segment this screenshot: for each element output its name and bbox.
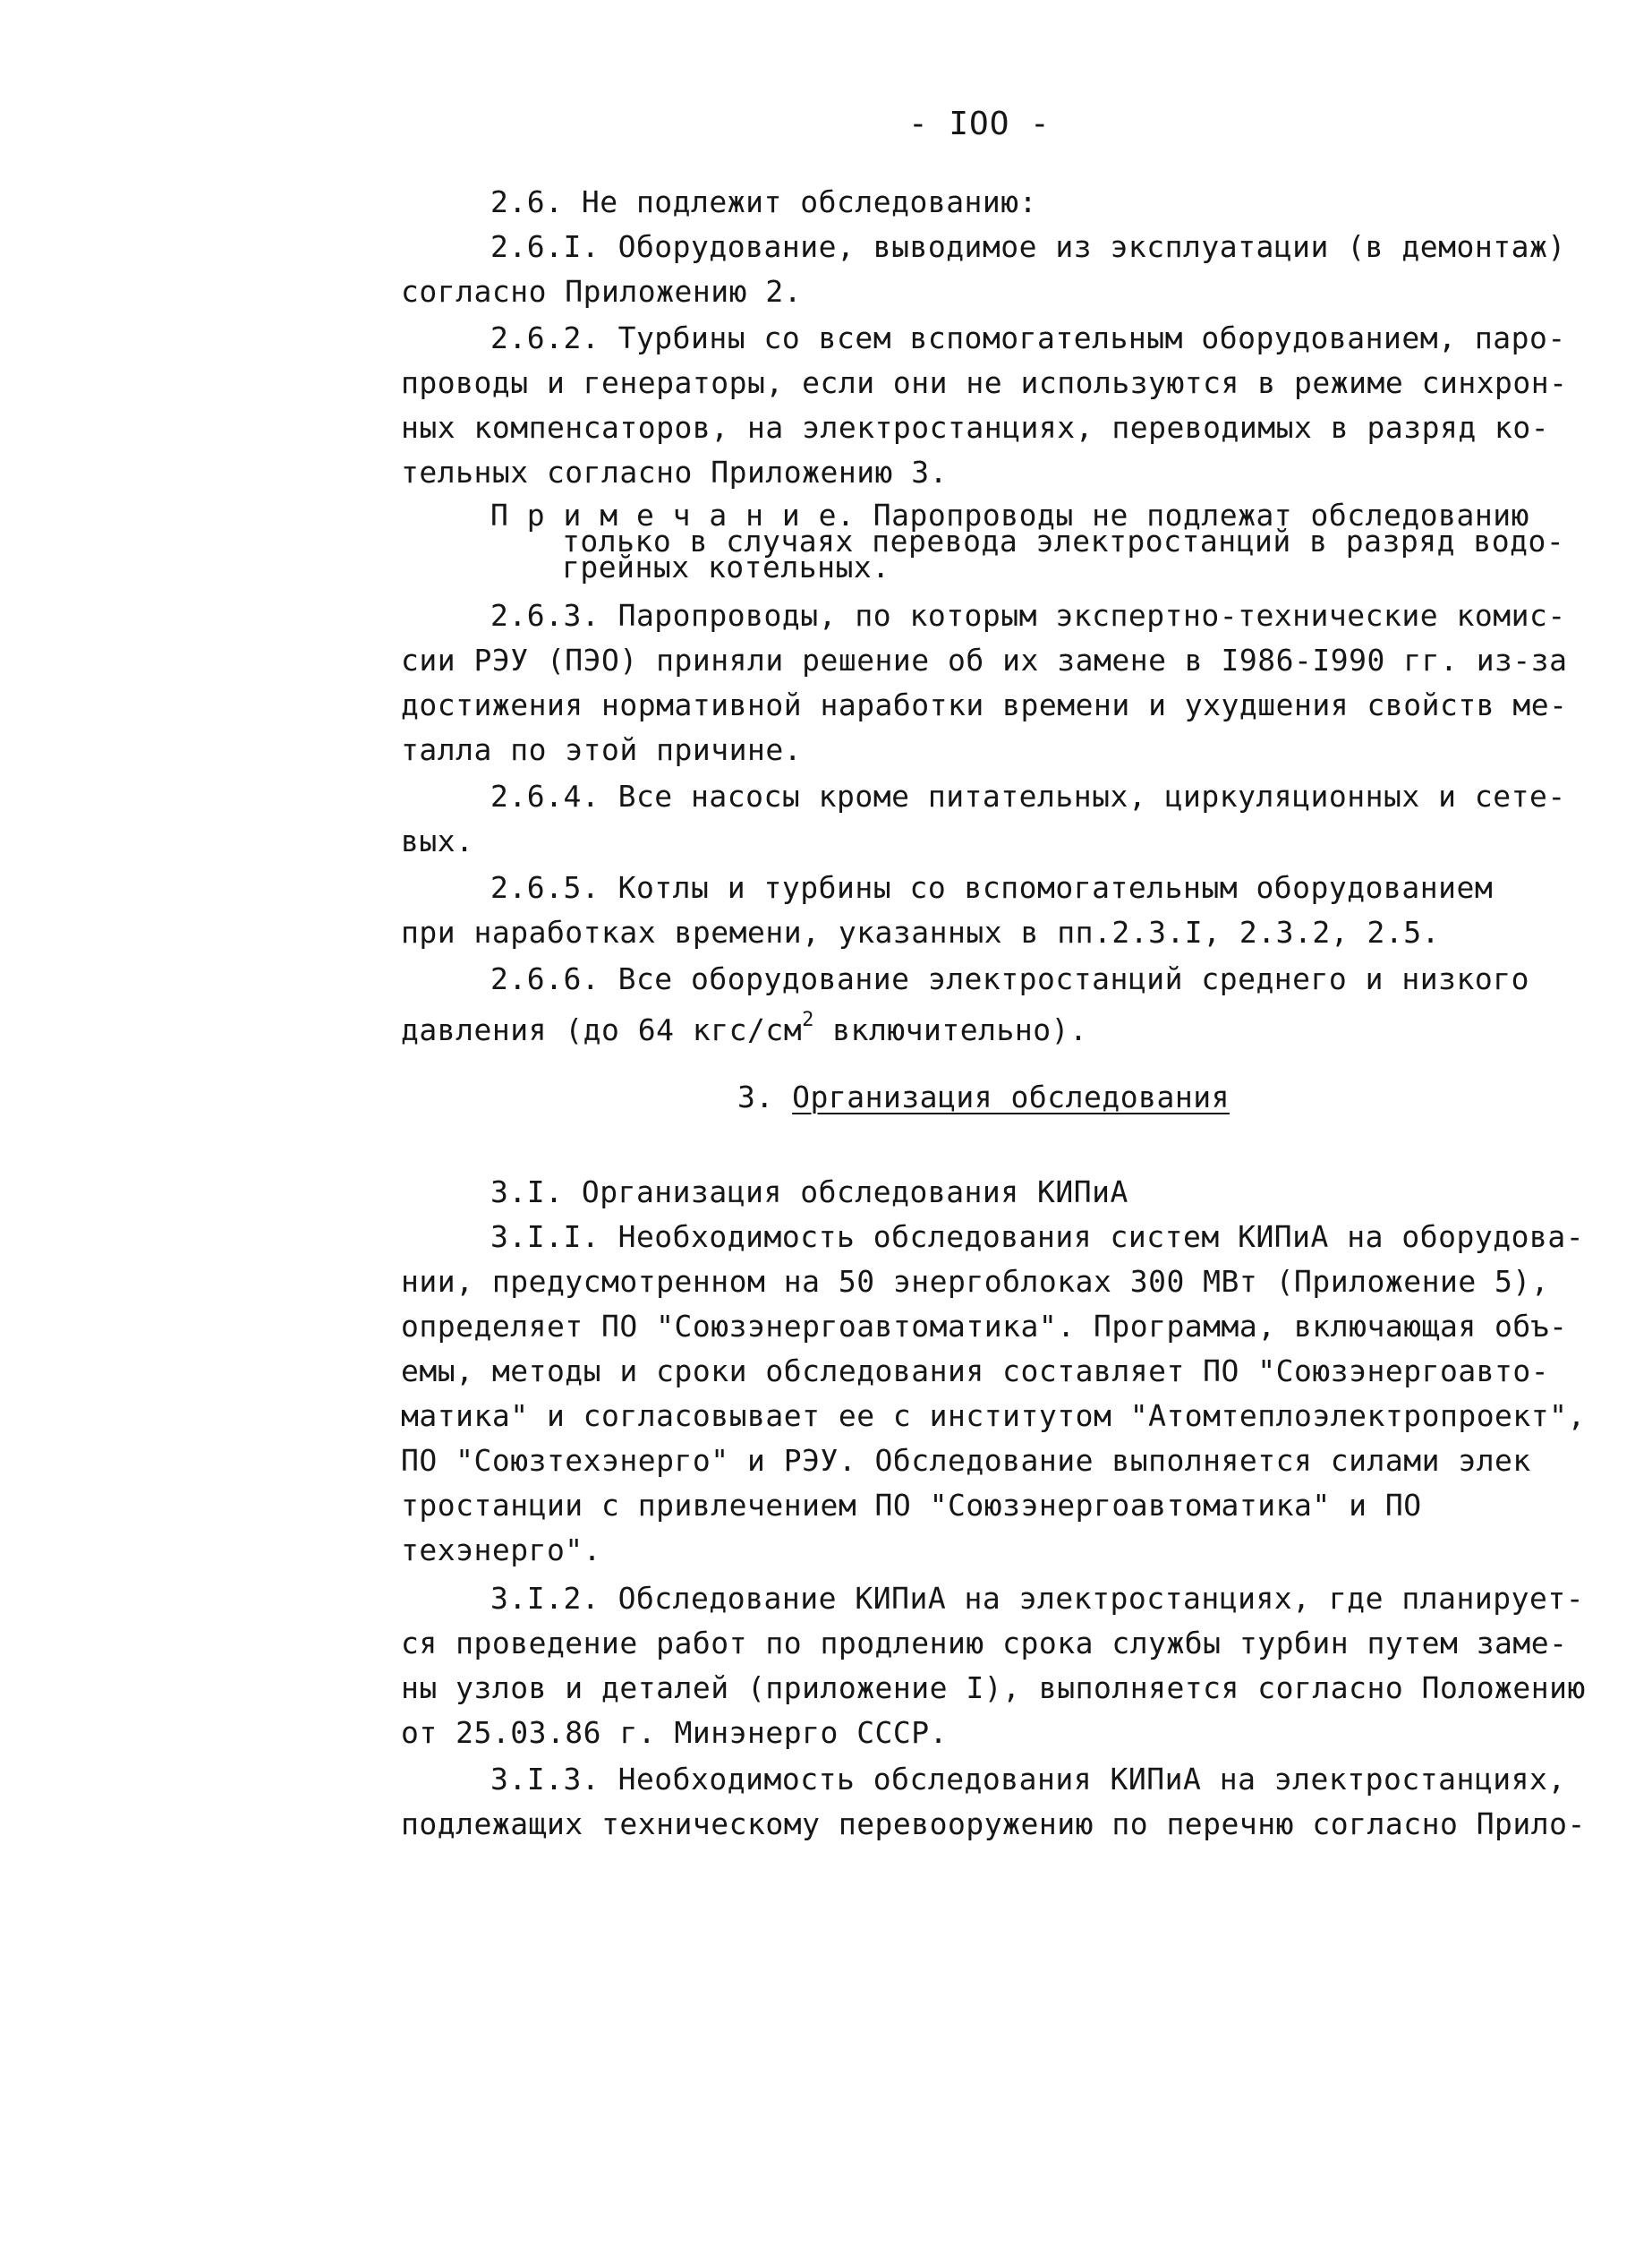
item-3-1-2-line4: от 25.03.86 г. Минэнерго СССР. <box>401 1715 949 1750</box>
item-2-6-3-line2: сии РЭУ (ПЭО) приняли решение об их замене в I986-I990 гг. из-за <box>401 643 1568 678</box>
section-3-number: 3. <box>737 1080 793 1114</box>
item-2-6-6-text-before: давления (до 64 кгс/см <box>401 1012 803 1047</box>
item-3-1-1-line4: емы, методы и сроки обследования составляет ПО "Союзэнергоавто- <box>401 1353 1550 1388</box>
item-2-6-4-line2: вых. <box>401 824 474 858</box>
note-line2: только в случаях перевода электростанций в разряд водо- <box>562 524 1565 559</box>
item-3-1-2-line2: ся проведение работ по продлению срока службы турбин путем заме- <box>401 1626 1568 1660</box>
item-3-1-2-line3: ны узлов и деталей (приложение I), выполняется согласно Положению <box>401 1670 1586 1705</box>
section-2-6-heading: 2.6. Не подлежит обследованию: <box>490 184 1038 219</box>
item-3-1-1-line6: ПО "Союзтехэнерго" и РЭУ. Обследование выполняется силами элек <box>401 1443 1531 1478</box>
item-3-1-1-line1: 3.I.I. Необходимость обследования систем КИПиА на оборудова- <box>490 1219 1585 1254</box>
page-number: - IOO - <box>908 106 1051 142</box>
item-2-6-6-line1: 2.6.6. Все оборудование электростанций среднего и низкого <box>490 961 1529 996</box>
item-3-1-1-line2: нии, предусмотренном на 50 энергоблоках 300 МВт (Приложение 5), <box>401 1264 1550 1299</box>
item-3-1-3-line2: подлежащих техническому перевооружению по перечню согласно Прило- <box>401 1806 1586 1841</box>
item-2-6-6-text-after: включительно). <box>813 1012 1088 1047</box>
item-2-6-2-line4: тельных согласно Приложению 3. <box>401 455 949 490</box>
superscript-2: 2 <box>802 1009 814 1031</box>
item-2-6-5-line2: при наработках времени, указанных в пп.2.3.I, 2.3.2, 2.5. <box>401 915 1440 950</box>
item-2-6-2-line1: 2.6.2. Турбины со всем вспомогательным оборудованием, паро- <box>490 320 1566 355</box>
note-line3: грейных котельных. <box>562 550 890 585</box>
item-2-6-2-line2: проводы и генераторы, если они не используются в режиме синхрон- <box>401 365 1568 400</box>
item-3-1-1-line5: матика" и согласовывает ее с институтом "Атомтеплоэлектропроект", <box>401 1398 1586 1433</box>
item-2-6-5-line1: 2.6.5. Котлы и турбины со вспомогательным оборудованием <box>490 870 1494 905</box>
item-2-6-4-line1: 2.6.4. Все насосы кроме питательных, циркуляционных и сете- <box>490 779 1566 814</box>
item-2-6-3-line1: 2.6.3. Паропроводы, по которым экспертно-технические комис- <box>490 598 1566 633</box>
item-2-6-2-line3: ных компенсаторов, на электростанциях, переводимых в разряд ко- <box>401 410 1550 445</box>
item-3-1-1-line7: тростанции с привлечением ПО "Союзэнергоавтоматика" и ПО <box>401 1488 1422 1523</box>
item-2-6-1-line1: 2.6.I. Оборудование, выводимое из эксплуатации (в демонтаж) <box>490 229 1566 264</box>
sub-3-1-heading: 3.I. Организация обследования КИПиА <box>490 1174 1128 1209</box>
note-line1: П р и м е ч а н и е. Паропроводы не подлежат обследованию <box>490 498 1529 533</box>
item-3-1-3-line1: 3.I.3. Необходимость обследования КИПиА на электростанциях, <box>490 1762 1566 1797</box>
item-3-1-1-line3: определяет ПО "Союзэнергоавтоматика". Программа, включающая объ- <box>401 1309 1568 1344</box>
item-2-6-3-line4: талла по этой причине. <box>401 732 803 767</box>
section-3-title: Организация обследования <box>792 1080 1230 1114</box>
item-3-1-1-line8: техэнерго". <box>401 1532 602 1567</box>
section-3-heading <box>737 1080 1230 1115</box>
item-2-6-3-line3: достижения нормативной наработки времени и ухудшения свойств ме- <box>401 687 1568 722</box>
item-3-1-2-line1: 3.I.2. Обследование КИПиА на электростанциях, где планирует- <box>490 1581 1585 1616</box>
item-2-6-1-line2: согласно Приложению 2. <box>401 274 803 309</box>
item-2-6-6-line2 <box>401 1006 1087 1048</box>
